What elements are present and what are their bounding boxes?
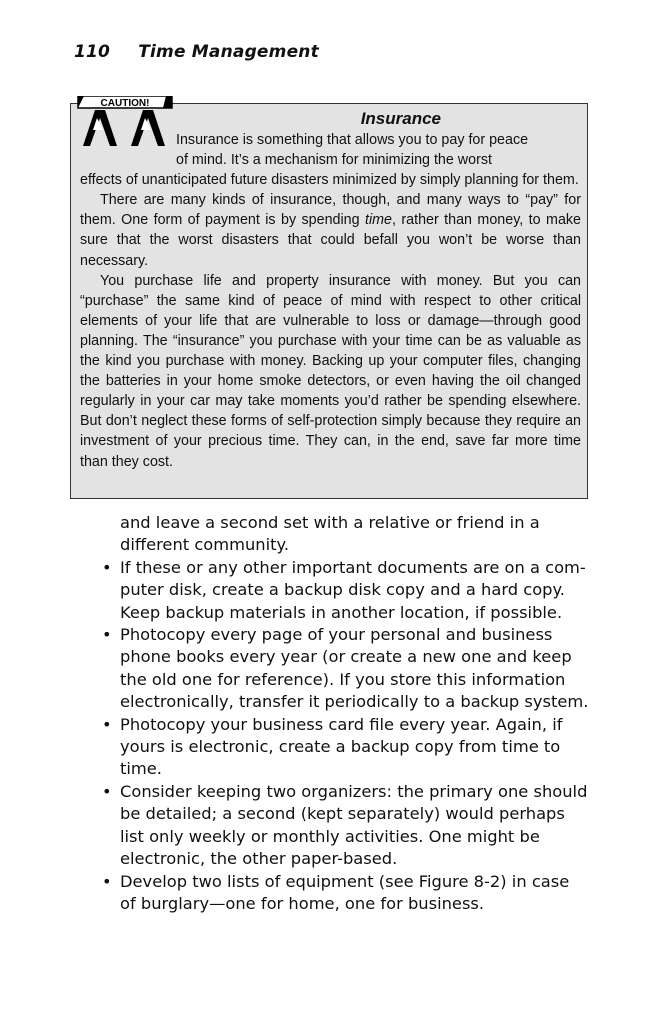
sidebar-title: Insurance [360,109,441,128]
sidebar-paragraph-3: You purchase life and property insurance with money. But you can “purchase” the same kind of peace of mind with respect to other critical elements of your life that are vulnerable to loss or damage—through good planning. The “insurance” you purchase with your time can be as valuable as the kind you purchase with money. Backing up your computer files, changing the batteries in your home smoke detectors, or even having the oil changed regularly in your car may take moments you’d rather be spending elsewhere. But don’t neglect these forms of self-protection simply because they require an investment of your precious time. They can, in the end, save far more time than they cost. [80,272,581,470]
page-number: 110 [74,42,111,62]
body-text [100,512,590,915]
caution-icon [75,96,175,148]
list-item: • Develop two lists of equipment (see Figure 8-2) in case of burglary—one for home, one for business. [100,871,590,916]
continuation-text: and leave a second set with a relative or friend in a different community. [120,513,540,555]
sidebar-p2-text-b: , rather than money, to make sure that the worst disasters that could befall you won’t be worse than necessary. [80,212,581,269]
list-item: • Photocopy every page of your personal and business phone books every year (or create a new one and keep the old one for reference). If you store this information electronically, transfer it periodically to a backup system. [100,624,590,714]
caution-sidebar [70,98,588,499]
list-item: • If these or any other important documents are on a computer disk, create a backup disk copy and a hard copy. Keep backup materials in another location, if possible. [100,557,590,624]
sidebar-p1-rest: effects of unanticipated future disasters minimized by simply planning for them. [80,172,579,189]
sidebar-p1-line1: Insurance is something that allows you to pay for peace [176,132,529,148]
sidebar-p1-line2: of mind. It’s a mechanism for minimizing the worst [176,152,492,169]
list-item: • Consider keeping two organizers: the primary one should be detailed; a second (kept separately) would perhaps list only weekly or monthly activities. One might be electronic, the other paper-based. [100,781,590,871]
sidebar-paragraph-2 [80,190,581,270]
running-header [74,42,319,62]
bullet-list [100,557,590,916]
sidebar-p2-text-a: There are many kinds of insurance, though, and many ways to “pay” for them. One form of payment is by spending [80,192,581,229]
caution-label: CAUTION! [100,98,150,109]
list-item: • Photocopy your business card file every year. Again, if yours is electronic, create a backup copy from time to time. [100,714,590,781]
sidebar-p2-emphasis: time [365,212,393,229]
chapter-title: Time Management [138,42,319,62]
